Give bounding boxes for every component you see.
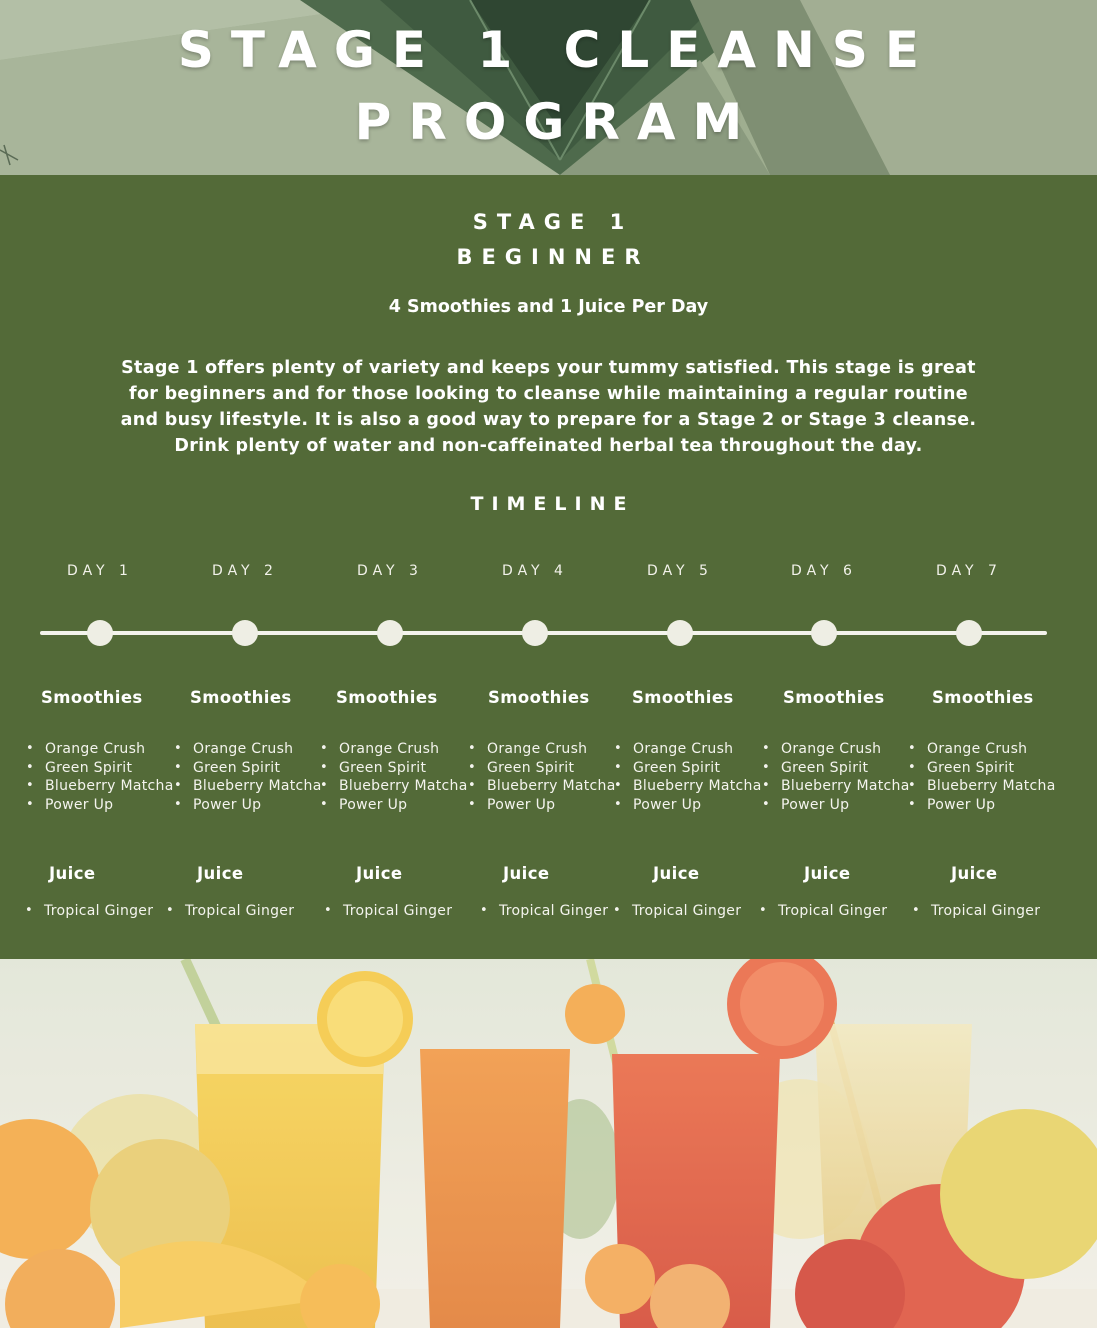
page-title-line-2: PROGRAM bbox=[354, 93, 760, 151]
day-label: DAY 4 bbox=[502, 563, 568, 579]
smoothies-heading: Smoothies bbox=[336, 688, 438, 707]
timeline-day-dot bbox=[522, 620, 548, 646]
smoothie-item: • Green Spirit bbox=[174, 759, 322, 778]
day-label: DAY 3 bbox=[357, 563, 423, 579]
juice-heading: Juice bbox=[356, 864, 403, 883]
smoothie-item: • Orange Crush bbox=[26, 740, 174, 759]
smoothie-item: • Power Up bbox=[26, 796, 174, 815]
juice-item: • Tropical Ginger bbox=[480, 902, 608, 921]
smoothie-item: • Blueberry Matcha bbox=[908, 777, 1056, 796]
smoothies-heading: Smoothies bbox=[190, 688, 292, 707]
smoothies-heading: Smoothies bbox=[488, 688, 590, 707]
smoothie-item: • Power Up bbox=[614, 796, 762, 815]
smoothie-item: • Orange Crush bbox=[468, 740, 616, 759]
smoothies-list bbox=[762, 740, 910, 815]
stage-heading-line-2: BEGINNER bbox=[456, 245, 650, 269]
day-label: DAY 6 bbox=[791, 563, 857, 579]
juice-item: • Tropical Ginger bbox=[912, 902, 1040, 921]
program-panel bbox=[0, 175, 1097, 959]
smoothie-item: • Orange Crush bbox=[908, 740, 1056, 759]
smoothie-item: • Blueberry Matcha bbox=[320, 777, 468, 796]
smoothies-list bbox=[908, 740, 1056, 815]
smoothie-item: • Power Up bbox=[762, 796, 910, 815]
smoothie-item: • Green Spirit bbox=[614, 759, 762, 778]
smoothies-list bbox=[26, 740, 174, 815]
stage-heading-line-1: STAGE 1 bbox=[472, 210, 634, 234]
juice-list bbox=[324, 902, 452, 921]
juice-heading: Juice bbox=[49, 864, 96, 883]
timeline-day-dot bbox=[87, 620, 113, 646]
smoothie-item: • Power Up bbox=[174, 796, 322, 815]
stage-description: Stage 1 offers plenty of variety and keeps your tummy satisfied. This stage is great for beginners and for those looking to cleanse while maintaining a regular routine and busy lifestyle. It is also a good way to prepare for a Stage 2 or Stage 3 cleanse. Drink plenty of water and non-caffeinated herbal tea throughout the day. bbox=[120, 358, 977, 456]
smoothie-item: • Orange Crush bbox=[174, 740, 322, 759]
juice-item: • Tropical Ginger bbox=[759, 902, 887, 921]
juice-list bbox=[480, 902, 608, 921]
smoothies-heading: Smoothies bbox=[783, 688, 885, 707]
header-banner bbox=[0, 0, 1097, 175]
timeline-day-dot bbox=[377, 620, 403, 646]
smoothie-item: • Green Spirit bbox=[762, 759, 910, 778]
juice-photo bbox=[0, 959, 1097, 1328]
smoothie-item: • Power Up bbox=[908, 796, 1056, 815]
smoothie-item: • Orange Crush bbox=[762, 740, 910, 759]
juice-item: • Tropical Ginger bbox=[166, 902, 294, 921]
juice-heading: Juice bbox=[804, 864, 851, 883]
smoothies-list bbox=[174, 740, 322, 815]
juice-list bbox=[25, 902, 153, 921]
juice-list bbox=[613, 902, 741, 921]
smoothie-item: • Power Up bbox=[468, 796, 616, 815]
smoothie-item: • Power Up bbox=[320, 796, 468, 815]
timeline-day-dot bbox=[232, 620, 258, 646]
smoothie-item: • Green Spirit bbox=[468, 759, 616, 778]
smoothie-item: • Blueberry Matcha bbox=[614, 777, 762, 796]
juice-list bbox=[759, 902, 887, 921]
smoothie-item: • Orange Crush bbox=[320, 740, 468, 759]
smoothie-item: • Blueberry Matcha bbox=[174, 777, 322, 796]
smoothies-list bbox=[320, 740, 468, 815]
smoothie-item: • Green Spirit bbox=[908, 759, 1056, 778]
stage-heading bbox=[0, 205, 1097, 275]
smoothies-heading: Smoothies bbox=[632, 688, 734, 707]
day-label: DAY 1 bbox=[67, 563, 133, 579]
day-label: DAY 7 bbox=[936, 563, 1002, 579]
timeline-heading bbox=[0, 493, 1097, 515]
smoothies-heading: Smoothies bbox=[932, 688, 1034, 707]
smoothie-item: • Blueberry Matcha bbox=[26, 777, 174, 796]
smoothies-list bbox=[614, 740, 762, 815]
smoothie-item: • Blueberry Matcha bbox=[468, 777, 616, 796]
juice-heading: Juice bbox=[951, 864, 998, 883]
juice-list bbox=[912, 902, 1040, 921]
juice-heading: Juice bbox=[653, 864, 700, 883]
smoothies-heading: Smoothies bbox=[41, 688, 143, 707]
smoothies-list bbox=[468, 740, 616, 815]
page-title-line-1: STAGE 1 CLEANSE bbox=[177, 21, 937, 79]
juice-heading: Juice bbox=[197, 864, 244, 883]
page-title bbox=[0, 14, 1097, 158]
juice-heading: Juice bbox=[503, 864, 550, 883]
juice-glasses-image bbox=[0, 959, 1097, 1328]
smoothie-item: • Blueberry Matcha bbox=[762, 777, 910, 796]
timeline-day-dot bbox=[956, 620, 982, 646]
juice-item: • Tropical Ginger bbox=[613, 902, 741, 921]
timeline-heading-text: TIMELINE bbox=[470, 493, 635, 515]
day-label: DAY 5 bbox=[647, 563, 713, 579]
juice-item: • Tropical Ginger bbox=[324, 902, 452, 921]
day-label: DAY 2 bbox=[212, 563, 278, 579]
timeline-day-dot bbox=[667, 620, 693, 646]
stage-subtitle: 4 Smoothies and 1 Juice Per Day bbox=[388, 297, 709, 317]
smoothie-item: • Orange Crush bbox=[614, 740, 762, 759]
juice-list bbox=[166, 902, 294, 921]
timeline-day-dot bbox=[811, 620, 837, 646]
smoothie-item: • Green Spirit bbox=[26, 759, 174, 778]
juice-item: • Tropical Ginger bbox=[25, 902, 153, 921]
smoothie-item: • Green Spirit bbox=[320, 759, 468, 778]
